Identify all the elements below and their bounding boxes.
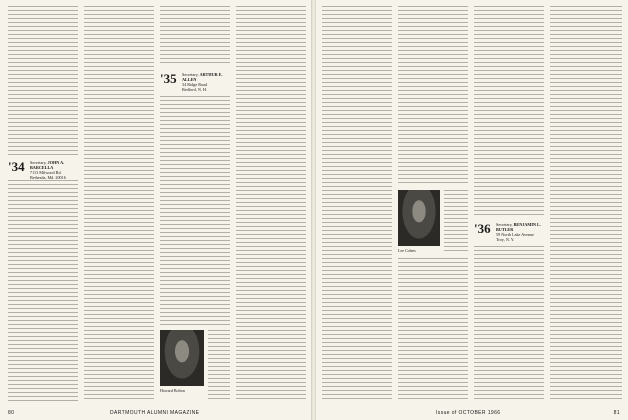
left-col-3-text-bottom — [208, 330, 230, 402]
class-35-heading: '35 — [160, 71, 177, 86]
class-36-secretary-label: Secretary, — [496, 222, 513, 227]
class-36-heading: '36 — [474, 221, 491, 236]
class-34-address: 7113 Milwood Rd. — [30, 170, 62, 175]
left-page-footer: DARTMOUTH ALUMNI MAGAZINE — [110, 410, 200, 416]
class-35-secretary-name: ARTHUR E. ALLEN — [182, 72, 223, 82]
lee-cohen-photo — [398, 190, 440, 246]
left-col-2-text — [84, 6, 154, 402]
right-col-3-text-bottom — [474, 246, 544, 402]
right-col-3-text-top — [474, 6, 544, 216]
class-35-secretary — [182, 72, 230, 92]
right-col-4-text — [550, 6, 622, 402]
howard-bolton-caption: Howard Bolton — [160, 388, 185, 393]
left-col-3-text-top — [160, 6, 230, 66]
class-34-heading: '34 — [8, 159, 25, 174]
right-col-2-text-top — [398, 6, 468, 184]
left-col-3-text-mid — [160, 96, 230, 326]
right-col-2-text-bottom — [398, 258, 468, 402]
class-34-secretary-label: Secretary, — [30, 160, 47, 165]
left-page — [0, 0, 312, 420]
lee-cohen-caption: Lee Cohen — [398, 248, 416, 253]
left-col-4-text — [236, 6, 306, 402]
class-36-address: 59 North Lake Avenue — [496, 232, 534, 237]
class-35-address: 34 Ridge Road — [182, 82, 208, 87]
class-34-city: Bethesda, Md. 20016 — [30, 175, 66, 180]
class-36-secretary — [496, 222, 544, 242]
class-35-secretary-label: Secretary, — [182, 72, 199, 77]
right-col-2-text-beside-photo — [444, 190, 468, 254]
class-36-secretary-name: BENJAMIN L. BUTLER — [496, 222, 541, 232]
class-36-city: Troy, N. Y. — [496, 237, 515, 242]
left-page-number: 80 — [8, 410, 15, 416]
class-35-city: Bedford, N. H. — [182, 87, 208, 92]
right-page-footer: Issue of OCTOBER 1966 — [436, 410, 501, 416]
howard-bolton-photo — [160, 330, 204, 386]
left-col-1-text-bottom — [8, 180, 78, 402]
right-col-1-text — [322, 6, 392, 402]
class-34-secretary — [30, 160, 80, 180]
left-col-1-text-top — [8, 6, 78, 156]
right-page-number: 81 — [613, 410, 620, 416]
right-page — [316, 0, 628, 420]
class-34-secretary-name: JOHN A. BARCELLA — [30, 160, 65, 170]
